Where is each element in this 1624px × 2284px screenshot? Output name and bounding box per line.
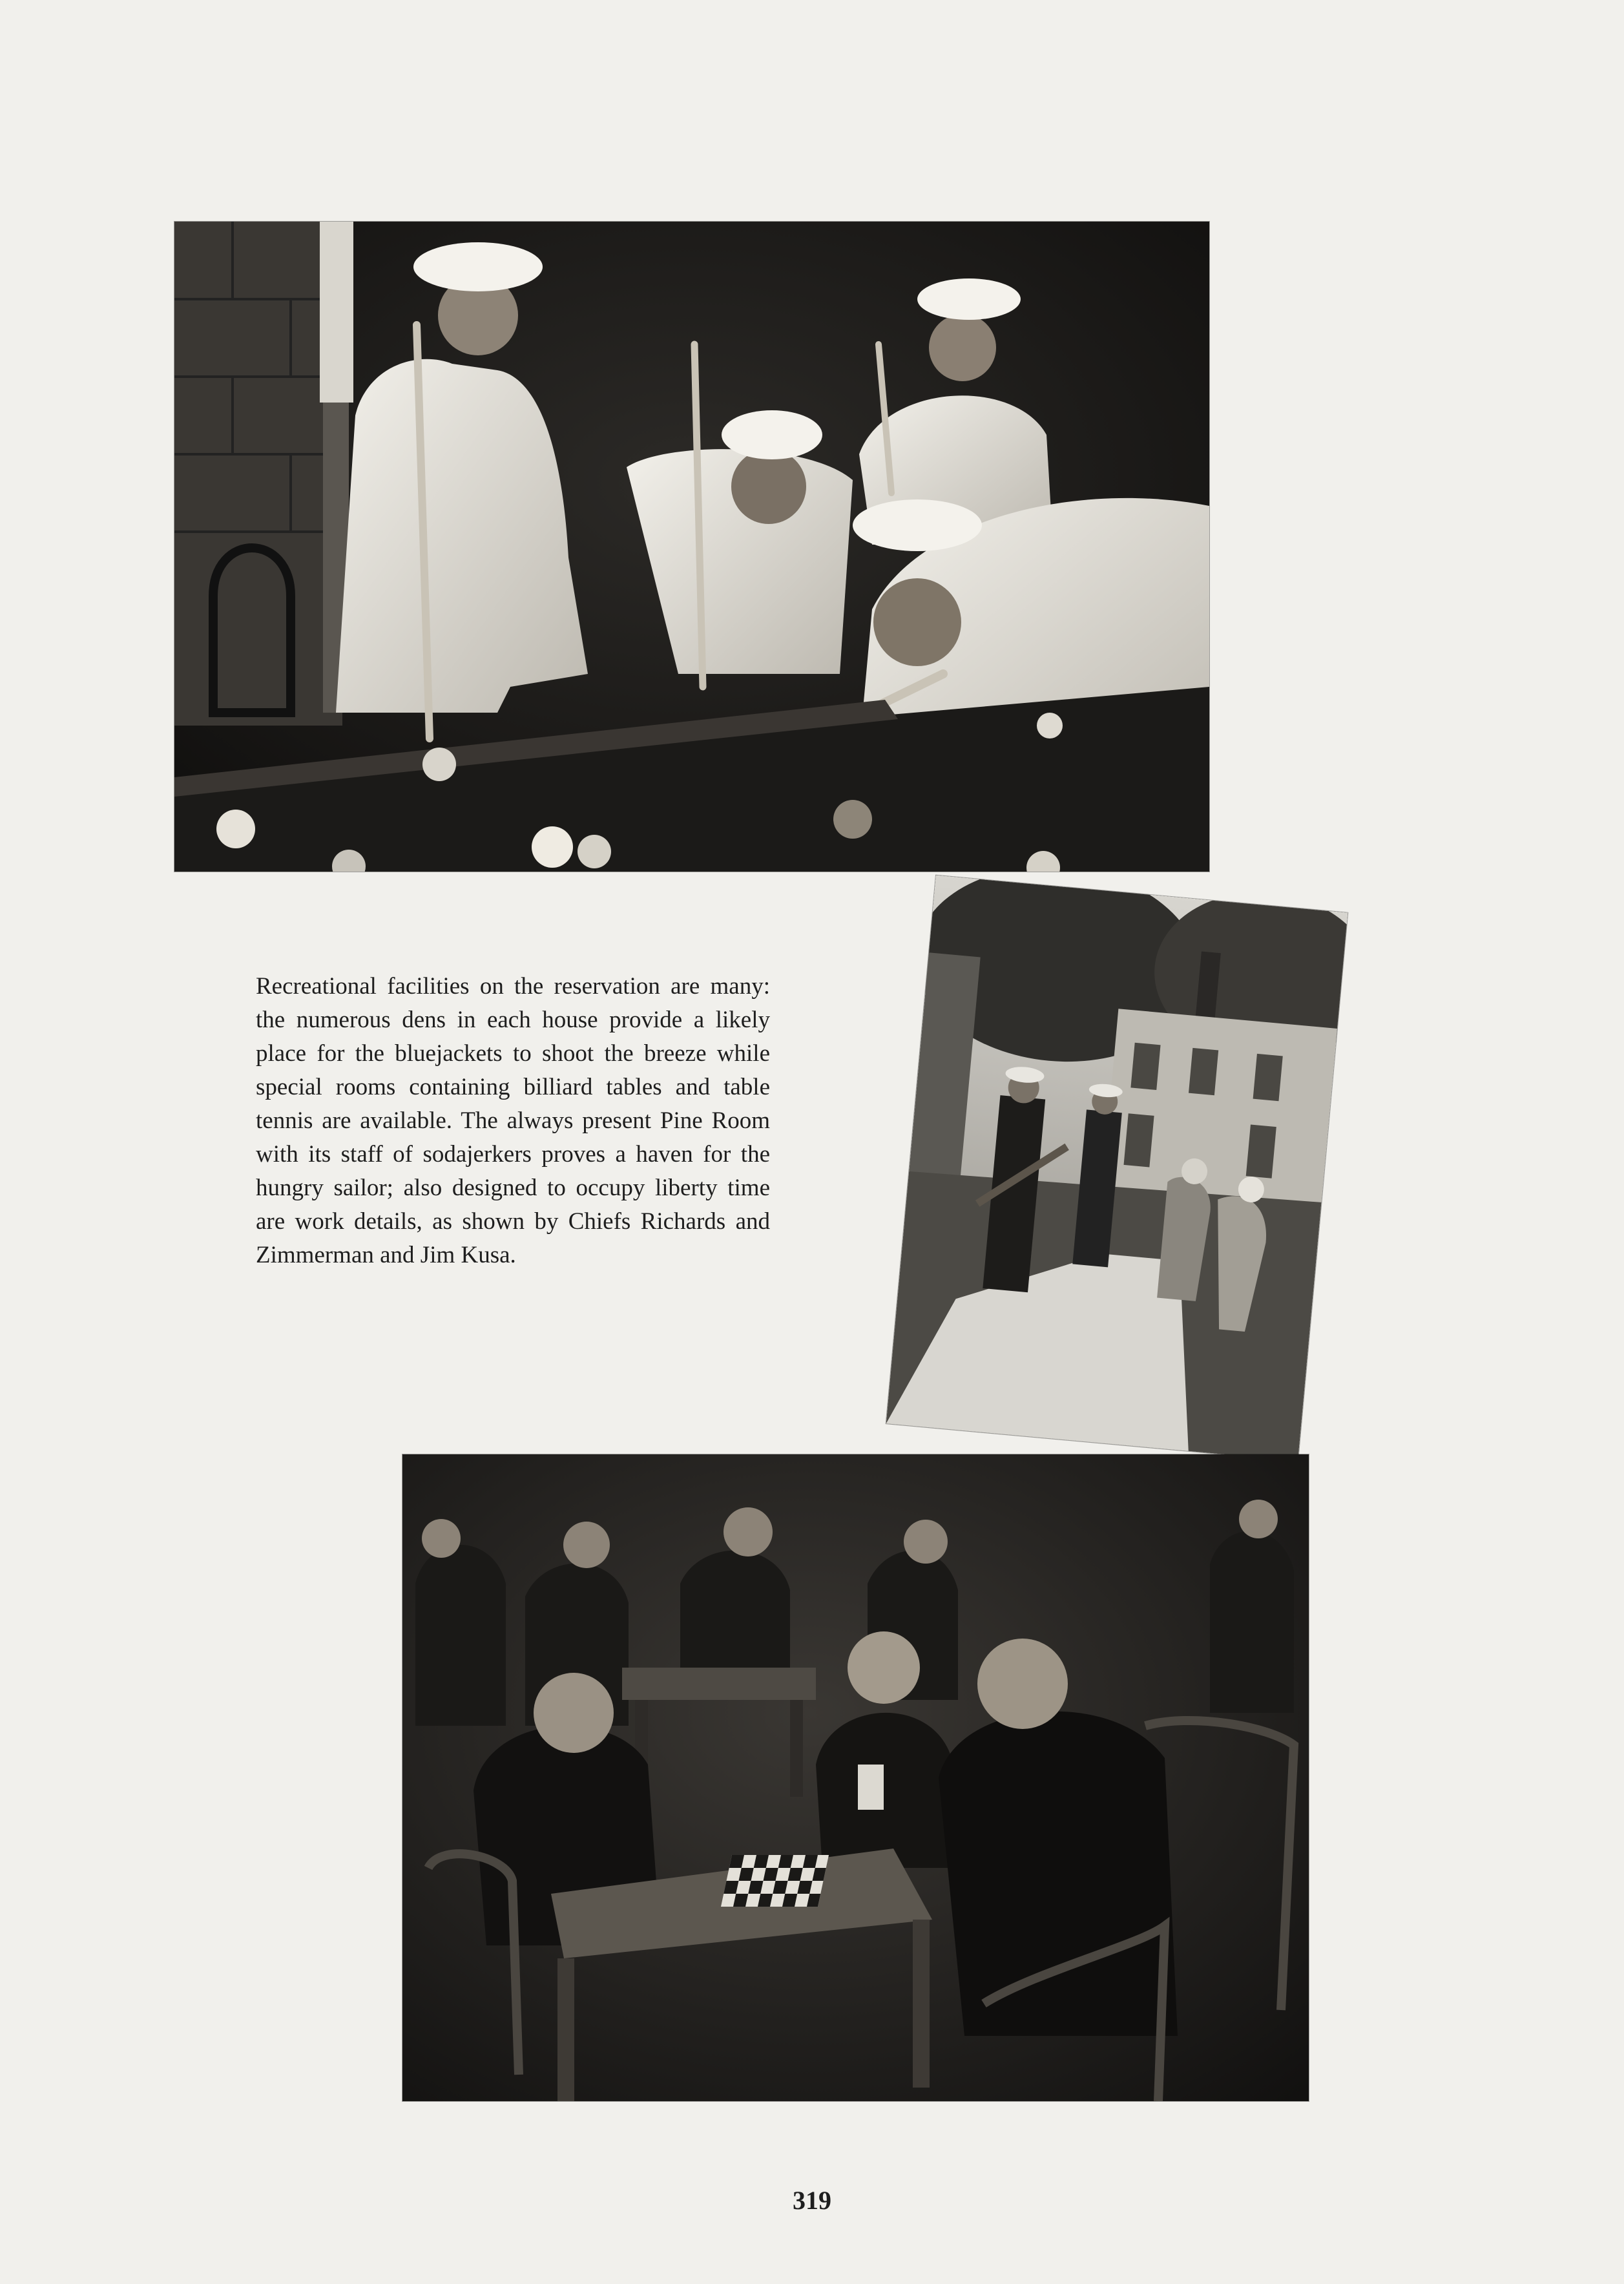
- page-number: 319: [793, 2186, 831, 2215]
- work-detail-photo-image: [886, 875, 1348, 1461]
- billiards-photo-image: [174, 222, 1209, 872]
- billiards-photo: [174, 222, 1209, 872]
- checkers-photo: [402, 1454, 1309, 2101]
- caption-text: Recreational facilities on the reservation are many: the numerous dens in each house provide a likely place for the bluejackets to shoot the breeze while special rooms containing billiard tables and table tennis are available. The always present Pine Room with its staff of sodajerkers proves a haven for the hungry sailor; also designed to occupy liberty time are work details, as shown by Chiefs Richards and Zimmerman and Jim Kusa.: [256, 973, 770, 1268]
- work-detail-photo: [886, 875, 1348, 1461]
- checkers-photo-image: [402, 1454, 1309, 2101]
